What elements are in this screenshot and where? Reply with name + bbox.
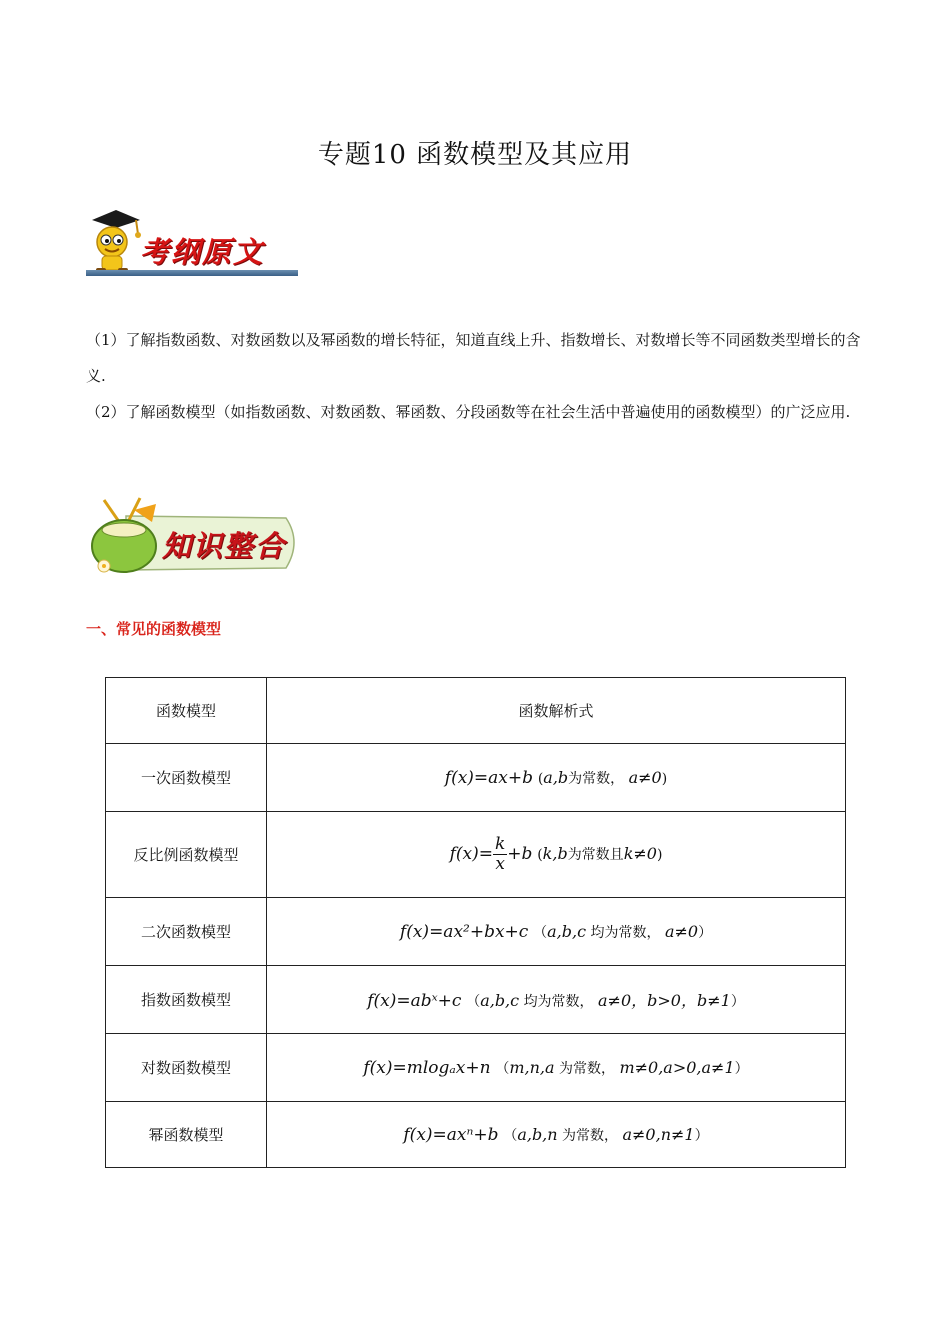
model-formula-cell [267, 812, 846, 898]
table-row [106, 1034, 846, 1102]
knowledge-badge [86, 496, 302, 586]
table-header-row [106, 678, 846, 744]
model-name: 对数函数模型 [106, 1034, 267, 1102]
table-row [106, 812, 846, 898]
outline-item: （1）了解指数函数、对数函数以及幂函数的增长特征，知道直线上升、指数增长、对数增长等不同函数类型增长的含义. [86, 331, 861, 385]
table-row [106, 966, 846, 1034]
model-name: 反比例函数模型 [106, 812, 267, 898]
model-formula-cell [267, 1034, 846, 1102]
model-name: 指数函数模型 [106, 966, 267, 1034]
table-row [106, 1102, 846, 1168]
model-formula: f(x)=axⁿ+b [403, 1124, 499, 1145]
model-formula: f(x)=ax²+bx+c [399, 921, 529, 942]
model-condition: （a,b,n 为常数， a≠0,n≠1） [503, 1124, 709, 1144]
outline-badge-label: 考纲原文 [140, 235, 265, 269]
badge-underline [86, 270, 298, 276]
model-condition: （a,b,c 均为常数， a≠0，b>0，b≠1） [466, 991, 745, 1010]
model-formula-cell [267, 966, 846, 1034]
model-condition: （m,n,a 为常数， m≠0,a>0,a≠1） [495, 1057, 749, 1077]
section-heading: 一、常见的函数模型 [86, 620, 222, 638]
table-header-cell: 函数解析式 [267, 678, 846, 744]
model-name: 二次函数模型 [106, 898, 267, 966]
function-models-table [105, 677, 846, 1168]
fraction: $\frac{k}{x}$ [494, 834, 506, 874]
scholar-mascot-icon [86, 206, 148, 278]
model-condition: (k,b为常数且k≠0) [537, 844, 663, 863]
model-formula: f(x)=abˣ+c [367, 991, 462, 1011]
outline-item: （2）了解函数模型（如指数函数、对数函数、幂函数、分段函数等在社会生活中普遍使用的函数模型）的广泛应用. [86, 403, 851, 421]
knowledge-badge-label: 知识整合 [162, 529, 287, 563]
model-condition: (a,b为常数， a≠0) [537, 767, 668, 787]
model-name: 幂函数模型 [106, 1102, 267, 1168]
model-formula-cell [267, 1102, 846, 1168]
model-formula-cell [267, 898, 846, 966]
table-header-cell: 函数模型 [106, 678, 267, 744]
page-title: 专题10 函数模型及其应用 [317, 140, 633, 170]
outline-badge [86, 206, 300, 280]
model-formula: f(x)=ax+b [444, 767, 534, 788]
model-formula: f(x)= $\frac{k}{x}$ +b [449, 834, 533, 874]
model-name: 一次函数模型 [106, 744, 267, 812]
model-formula-cell [267, 744, 846, 812]
model-formula: f(x)=mlogₐx+n [363, 1057, 491, 1078]
model-condition: （a,b,c 均为常数， a≠0） [533, 921, 713, 941]
table-row [106, 898, 846, 966]
table-row [106, 744, 846, 812]
